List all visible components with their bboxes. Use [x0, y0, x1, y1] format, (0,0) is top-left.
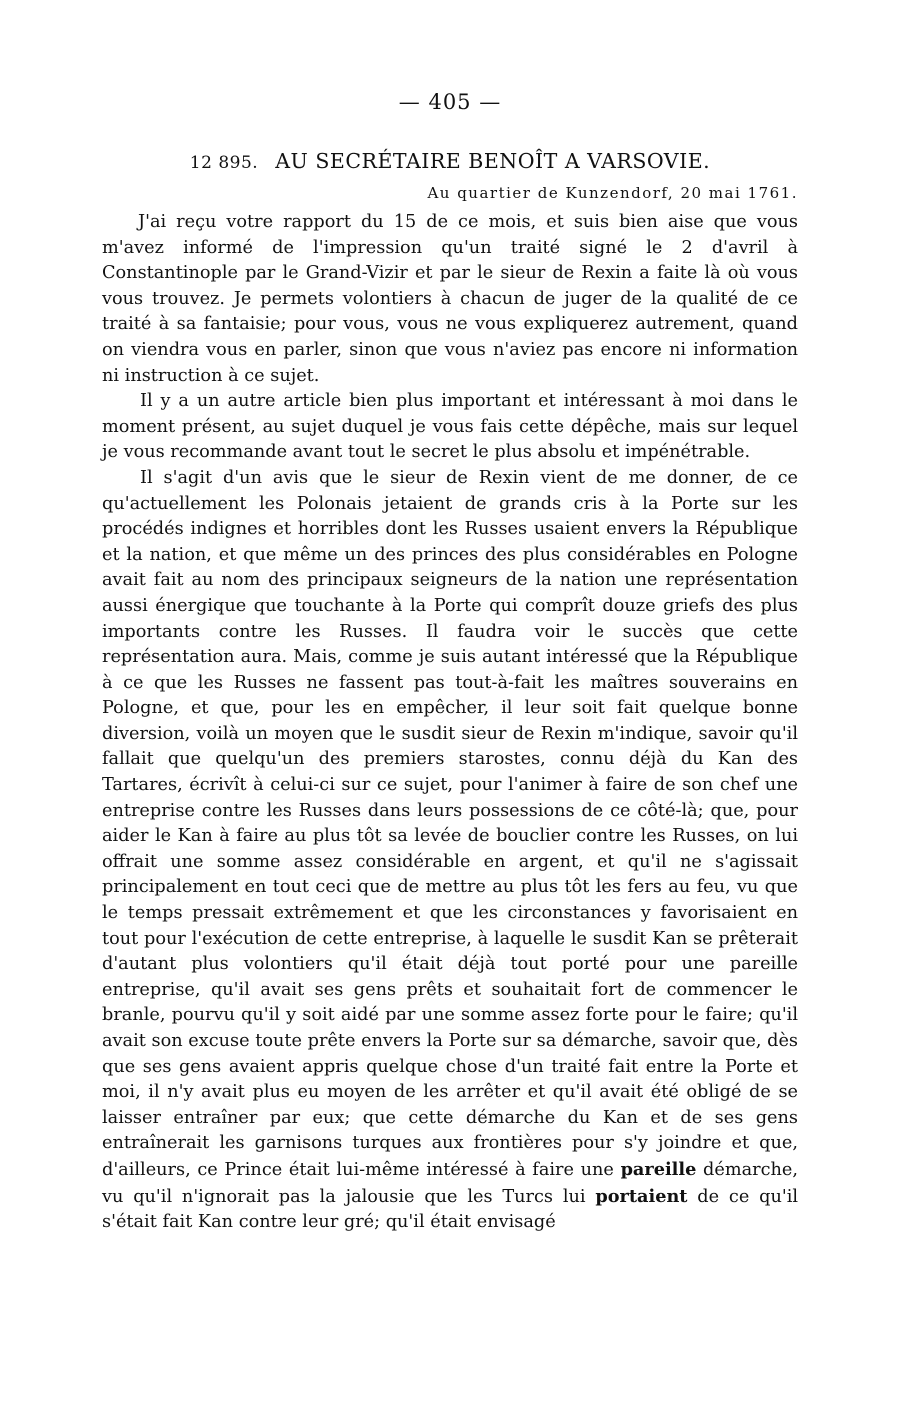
letter-body: [102, 210, 798, 1236]
bold-word-portaient: portaient: [595, 1185, 688, 1207]
paragraph-3-continuation-2: de ce qu'il s'était fait Kan contre leur gré; qu'il était envisagé: [102, 1186, 799, 1233]
bold-word-pareille: pareille: [620, 1158, 697, 1180]
paragraph-3-main: Il s'agit d'un avis que le sieur de Rexin vient de me donner, de ce qu'actuellement les Polonais jetaient de grands cris à la Porte sur les procédés indignes et horribles dont les Russes usaient envers la République et la nation, et que même un des princes des plus considérables en Pologne avait fait au nom des principaux seigneurs de la nation une représentation aussi énergique que touchante à la Porte qui comprît douze griefs des plus importants contre les Russes. Il faudra voir le succès que cette représentation aura. Mais, comme je suis autant intéressé que la République à ce que les Russes ne fassent pas tout-à-fait les maîtres souverains en Pologne, et que, pour les en empêcher, il leur soit fait quelque bonne diversion, voilà un moyen que le susdit sieur de Rexin m'indique, savoir qu'il fallait que quelqu'un des premiers starostes, connu déjà du Kan des Tartares, écrivît à celui-ci sur ce sujet, pour l'animer à faire de son chef une entreprise contre les Russes dans leurs possessions de ce côté-là; que, pour aider le Kan à faire au plus tôt sa levée de bouclier contre les Russes, on lui offrait une somme assez considérable en argent, et qu'il ne s'agissait principalement en tout ceci que de mettre au plus tôt les fers au feu, vu que le temps pressait extrêmement et que les circonstances y favorisaient en tout pour l'exécution de cette entreprise, à laquelle le susdit Kan se prêterait d'autant plus volontiers qu'il était déjà tout porté pour une pareille entreprise, qu'il avait ses gens prêts et souhaitait fort de commencer le branle, pourvu qu'il y soit aidé par une somme assez forte pour le faire; qu'il avait son excuse toute prête envers la Porte sur sa démarche, savoir que, dès que ses gens avaient appris quelque chose d'un traité fait entre la Porte et moi, il n'y avait plus eu moyen de les arrêter et qu'il avait été obligé de se laisser entraîner par eux; que cette démarche du Kan et de ses gens entraînerait les garnisons turques aux frontières pour s'y joindre et que, d'ailleurs, ce Prince était lui-même intéressé à faire une: [102, 467, 798, 1180]
document-page: [102, 84, 798, 1236]
paragraph-3: [102, 466, 798, 1236]
paragraph-2: Il y a un autre article bien plus important et intéressant à moi dans le moment présent, au sujet duquel je vous fais cette dépêche, mais sur lequel je vous recommande avant tout le secret le plus absolu et impénétrable.: [102, 391, 798, 463]
dateline: Au quartier de Kunzendorf, 20 mai 1761.: [427, 184, 798, 202]
paragraph-3-continuation-1: démarche, vu qu'il n'ignorait pas la jalousie que les Turcs lui: [102, 1159, 798, 1207]
page-number: — 405 —: [398, 90, 502, 114]
paragraph-1: J'ai reçu votre rapport du 15 de ce mois, et suis bien aise que vous m'avez informé de l'impression qu'un traité signé le 2 d'avril à Constantinople par le Grand-Vizir et par le sieur de Rexin a faite là où vous vous trouvez. Je permets volontiers à chacun de juger de la qualité de ce traité à sa fantaisie; pour vous, vous ne vous expliquerez autrement, quand on viendra vous en parler, sinon que vous n'aviez pas encore ni information ni instruction à ce sujet.: [102, 212, 798, 386]
letter-title: AU SECRÉTAIRE BENOÎT A VARSOVIE.: [275, 149, 711, 173]
letter-heading: [102, 144, 798, 180]
letter-number: 12 895.: [189, 153, 259, 173]
